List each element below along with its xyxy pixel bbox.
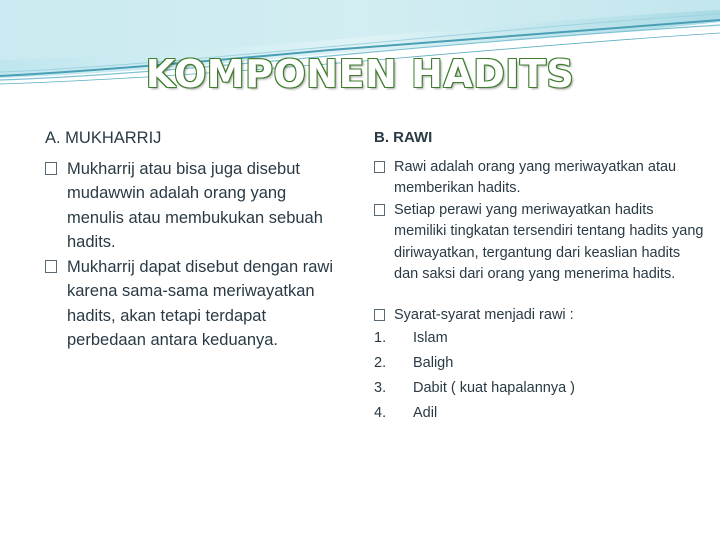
numbered-item bbox=[374, 326, 704, 351]
checkbox-bullet-icon bbox=[374, 204, 385, 216]
list-item-text: Setiap perawi yang meriwayatkan hadits memiliki tingkatan tersendiri tentang hadits yang diriwayatkan, tergantung dari keaslian hadits dan saksi dari orang yang menerima hadits. bbox=[394, 201, 704, 282]
numbered-item bbox=[374, 351, 704, 376]
page-title: KOMPONEN HADITS bbox=[145, 52, 575, 96]
item-text: Adil bbox=[413, 405, 438, 421]
list-item-text: Mukharrij atau bisa juga disebut mudawwin adalah orang yang menulis atau membukukan sebuah hadits. bbox=[67, 159, 323, 251]
list-item bbox=[374, 200, 704, 286]
numbered-item bbox=[374, 376, 704, 401]
item-number: 3. bbox=[374, 380, 387, 396]
item-number: 1. bbox=[374, 330, 387, 346]
item-number: 2. bbox=[374, 355, 387, 371]
checkbox-bullet-icon bbox=[45, 260, 57, 273]
checkbox-bullet-icon bbox=[374, 161, 385, 173]
list-item bbox=[374, 157, 704, 200]
item-text: Islam bbox=[413, 330, 448, 346]
list-item bbox=[45, 255, 345, 353]
item-number: 4. bbox=[374, 405, 387, 421]
item-text: Dabit ( kuat hapalannya ) bbox=[413, 380, 576, 396]
list-item bbox=[45, 157, 345, 255]
checkbox-bullet-icon bbox=[374, 309, 385, 321]
checkbox-bullet-icon bbox=[45, 162, 57, 175]
rawi-heading: B. RAWI bbox=[374, 129, 433, 146]
list-item bbox=[374, 305, 704, 327]
item-text: Baligh bbox=[413, 355, 454, 371]
list-item-text: Mukharrij dapat disebut dengan rawi karena sama-sama meriwayatkan hadits, akan tetapi terdapat perbedaan antara keduanya. bbox=[67, 257, 333, 349]
list-item-text: Rawi adalah orang yang meriwayatkan atau memberikan hadits. bbox=[394, 158, 677, 196]
mukharrij-heading: A. MUKHARRIJ bbox=[45, 129, 162, 147]
rawi-section bbox=[374, 127, 704, 426]
list-item-text: Syarat-syarat menjadi rawi : bbox=[394, 306, 574, 323]
mukharrij-section bbox=[45, 126, 345, 353]
numbered-item bbox=[374, 401, 704, 426]
